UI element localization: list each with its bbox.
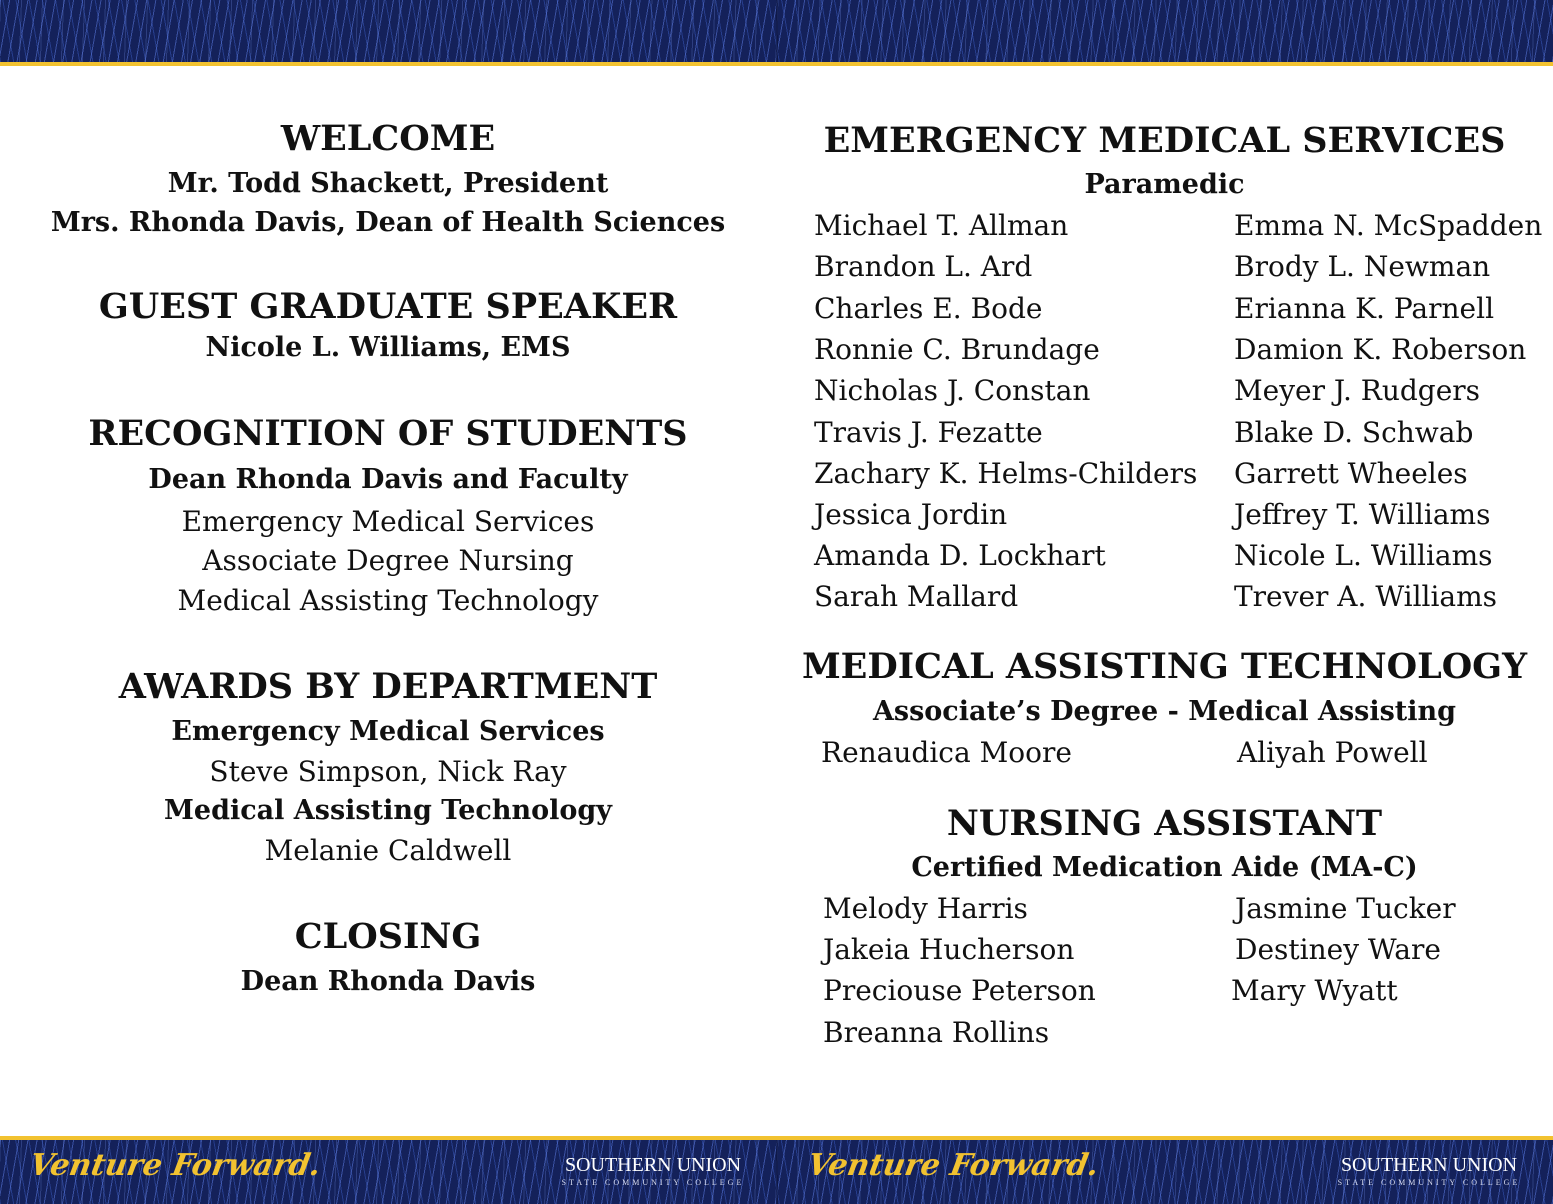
welcome-line: Mrs. Rhonda Davis, Dean of Health Sciences	[50, 207, 726, 238]
graduate-name: Nicholas J. Constan	[814, 374, 1091, 407]
graduate-name: Breanna Rollins	[823, 1016, 1050, 1049]
recognition-item: Emergency Medical Services	[181, 505, 595, 538]
mat-heading: MEDICAL ASSISTING TECHNOLOGY	[801, 646, 1528, 687]
closing-line: Dean Rhonda Davis	[240, 966, 536, 997]
graduate-name: Amanda D. Lockhart	[814, 539, 1106, 572]
recognition-subtitle: Dean Rhonda Davis and Faculty	[148, 464, 628, 495]
graduate-name: Jeffrey T. Williams	[1234, 498, 1491, 531]
college-subtitle: STATE COMMUNITY COLLEGE	[561, 1178, 745, 1187]
college-name: SOUTHERN UNION	[1340, 1154, 1518, 1176]
venture-forward-logo: Venture Forward.	[804, 1148, 1102, 1183]
graduate-name: Brandon L. Ard	[814, 250, 1033, 283]
graduate-name: Trever A. Williams	[1234, 580, 1498, 613]
college-subtitle: STATE COMMUNITY COLLEGE	[1337, 1178, 1521, 1187]
graduate-name: Ronnie C. Brundage	[814, 333, 1100, 366]
ems-subtitle: Paramedic	[1084, 169, 1245, 200]
welcome-line: Mr. Todd Shackett, President	[167, 168, 609, 199]
na-heading: NURSING ASSISTANT	[946, 803, 1383, 844]
graduate-name: Damion K. Roberson	[1234, 333, 1527, 366]
recognition-item: Medical Assisting Technology	[177, 584, 599, 617]
recognition-item: Associate Degree Nursing	[202, 544, 574, 577]
award-department: Emergency Medical Services	[171, 716, 605, 747]
graduate-name: Michael T. Allman	[814, 209, 1069, 242]
recognition-heading: RECOGNITION OF STUDENTS	[88, 413, 688, 454]
graduate-name: Emma N. McSpadden	[1234, 209, 1543, 242]
graduate-name: Jakeia Hucherson	[823, 933, 1075, 966]
award-recipients: Steve Simpson, Nick Ray	[209, 755, 567, 788]
graduate-name: Sarah Mallard	[814, 580, 1019, 613]
page-seam	[776, 0, 778, 62]
venture-forward-logo: Venture Forward.	[26, 1148, 324, 1183]
graduate-name: Zachary K. Helms-Childers	[814, 457, 1198, 490]
graduate-name: Jasmine Tucker	[1235, 892, 1456, 925]
college-name: SOUTHERN UNION	[564, 1154, 742, 1176]
graduate-name: Charles E. Bode	[814, 292, 1043, 325]
page-seam	[776, 1140, 778, 1204]
graduate-name: Jessica Jordin	[814, 498, 1008, 531]
guest-speaker-name: Nicole L. Williams, EMS	[205, 332, 571, 363]
graduate-name: Meyer J. Rudgers	[1234, 374, 1481, 407]
mat-subtitle: Associate’s Degree - Medical Assisting	[872, 696, 1457, 727]
graduate-name: Renaudica Moore	[821, 736, 1072, 769]
graduate-name: Aliyah Powell	[1237, 736, 1428, 769]
awards-heading: AWARDS BY DEPARTMENT	[118, 666, 658, 707]
graduate-name: Melody Harris	[823, 892, 1028, 925]
graduate-name: Destiney Ware	[1235, 933, 1441, 966]
ems-heading: EMERGENCY MEDICAL SERVICES	[823, 120, 1506, 161]
graduate-name: Preciouse Peterson	[823, 974, 1096, 1007]
graduate-name: Travis J. Fezatte	[814, 416, 1043, 449]
award-department: Medical Assisting Technology	[164, 795, 612, 826]
graduate-name: Brody L. Newman	[1234, 250, 1491, 283]
graduate-name: Garrett Wheeles	[1234, 457, 1468, 490]
college-logo	[1324, 1154, 1534, 1187]
graduate-name: Erianna K. Parnell	[1234, 292, 1495, 325]
graduate-name: Mary Wyatt	[1231, 974, 1398, 1007]
graduate-name: Nicole L. Williams	[1234, 539, 1493, 572]
na-subtitle: Certified Medication Aide (MA-C)	[911, 852, 1418, 883]
welcome-heading: WELCOME	[280, 118, 496, 159]
header-band	[0, 0, 1553, 66]
guest-speaker-heading: GUEST GRADUATE SPEAKER	[98, 286, 678, 327]
footer-band	[0, 1136, 1553, 1204]
graduate-name: Blake D. Schwab	[1234, 416, 1474, 449]
college-logo	[548, 1154, 758, 1187]
award-recipients: Melanie Caldwell	[264, 834, 512, 867]
closing-heading: CLOSING	[294, 916, 482, 957]
